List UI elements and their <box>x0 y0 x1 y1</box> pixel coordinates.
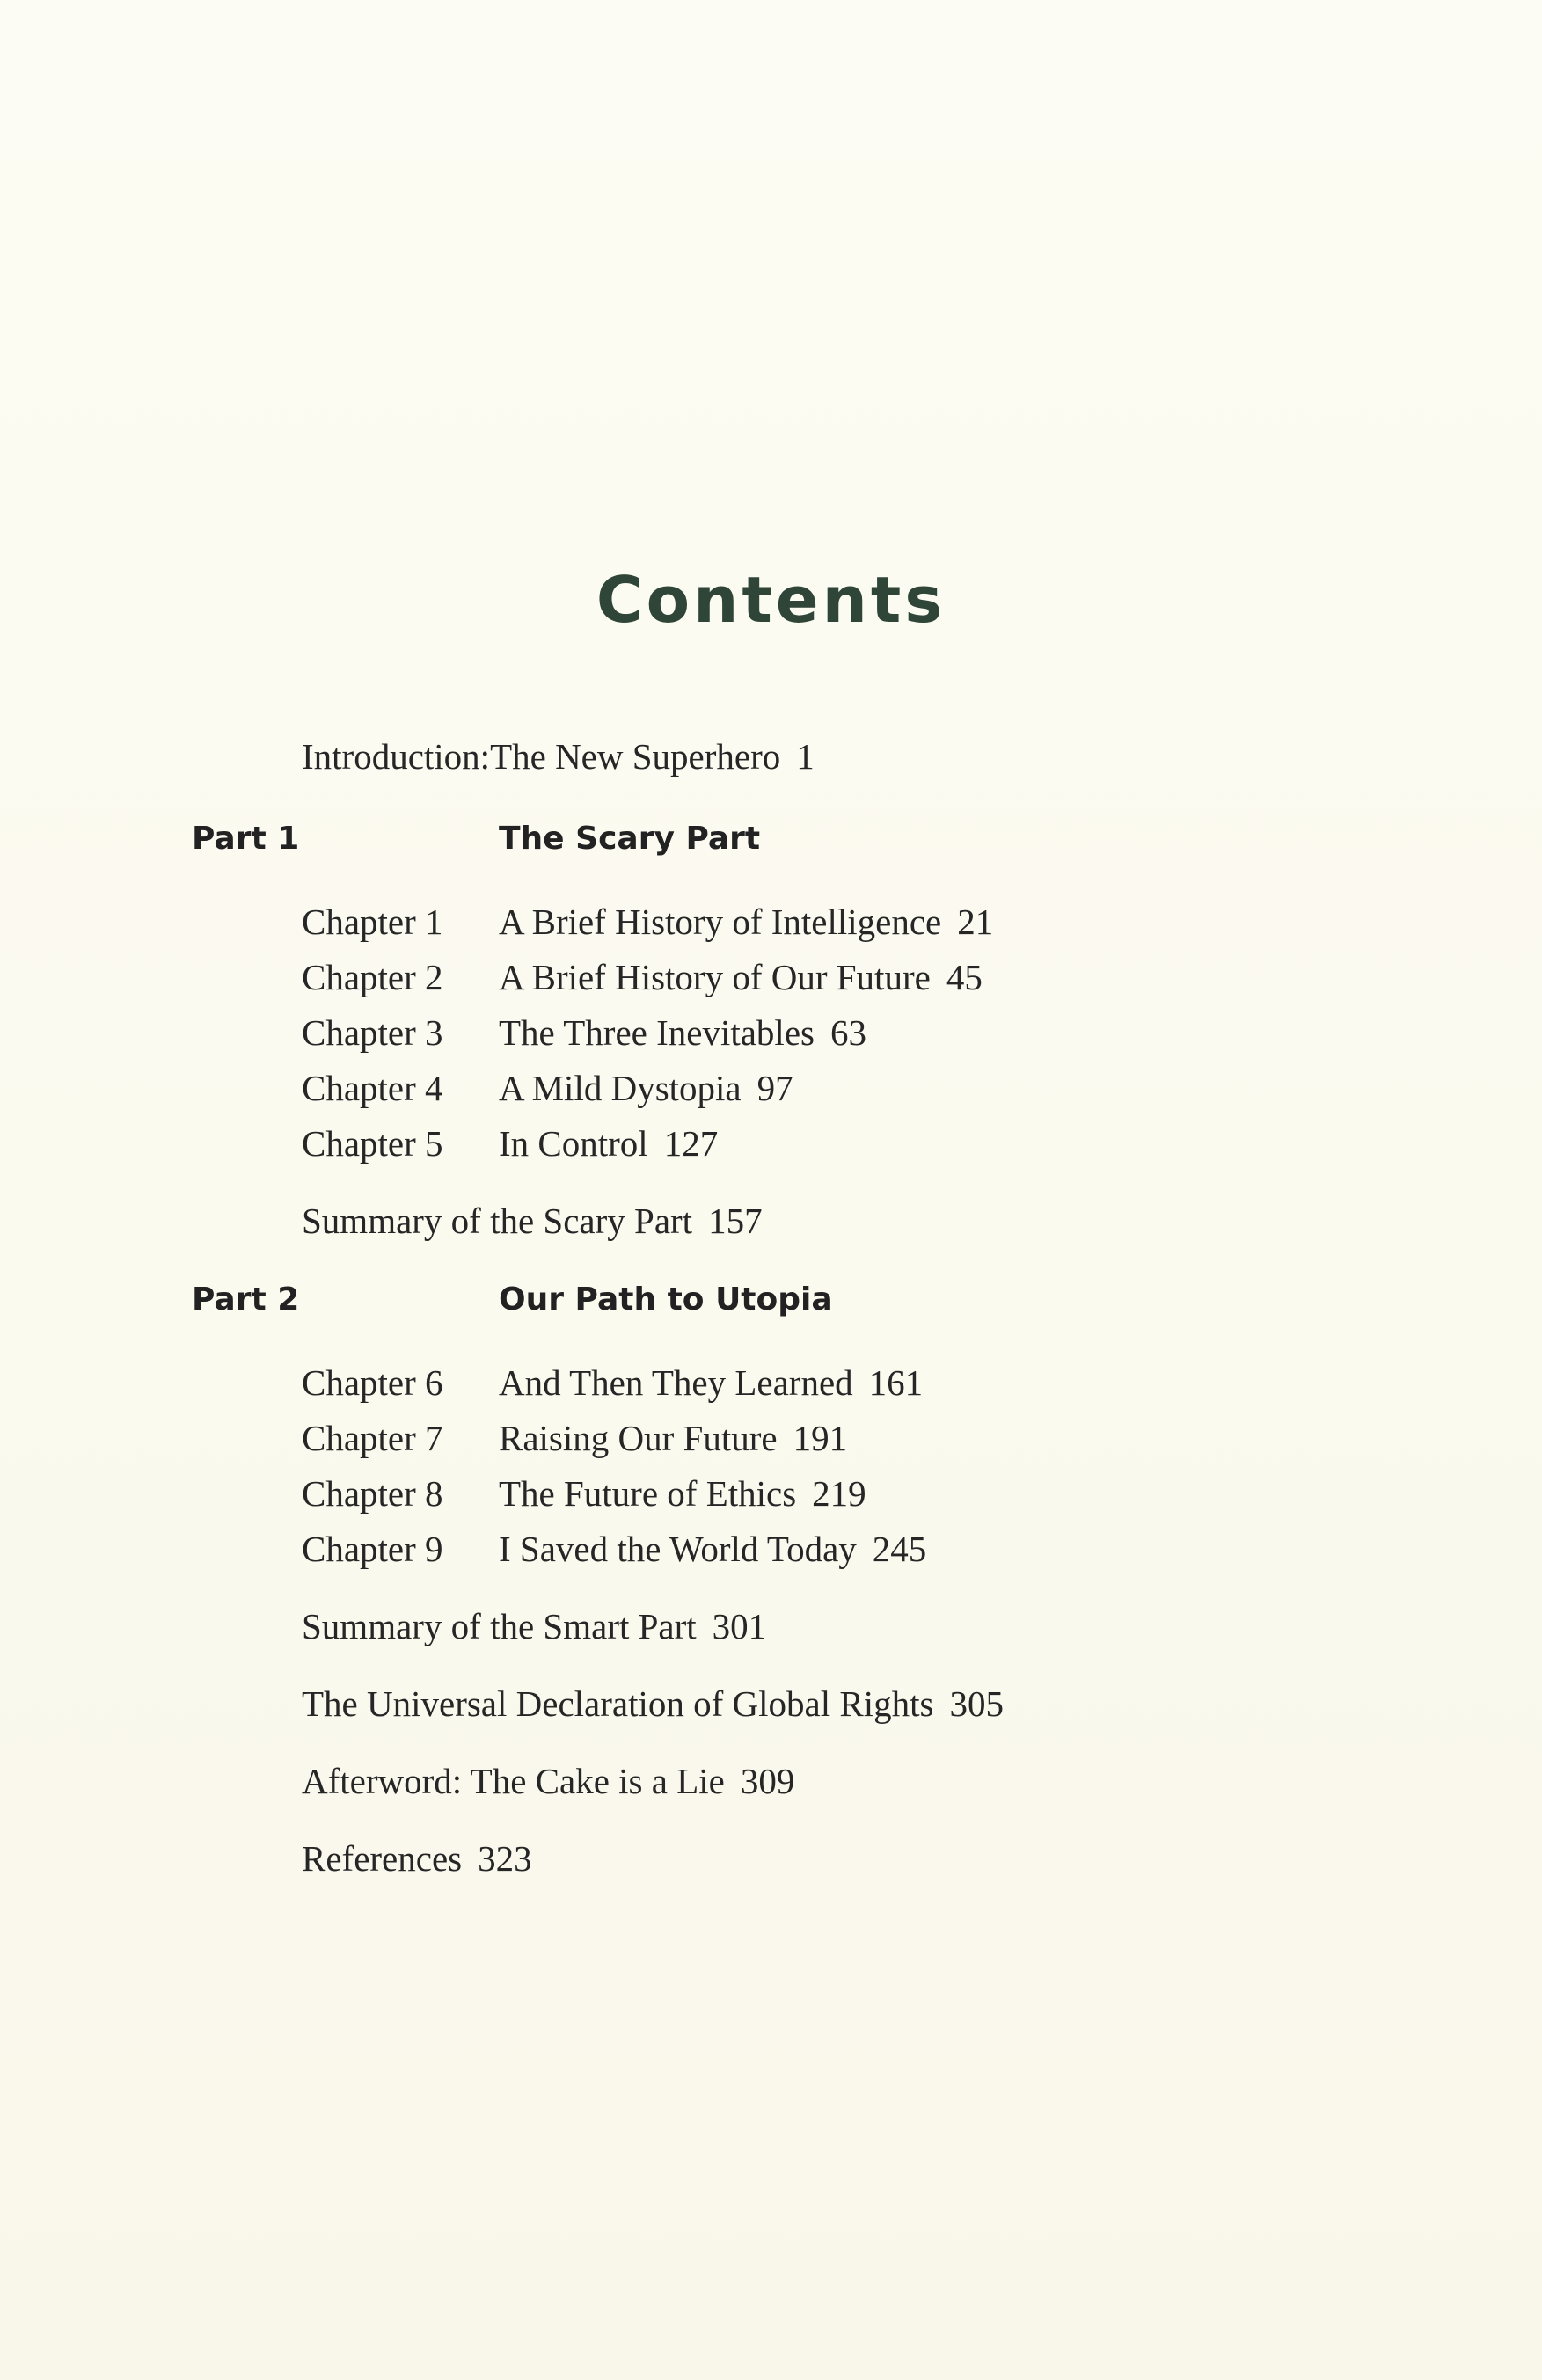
chapter-label: Chapter 6 <box>302 1362 443 1403</box>
back-matter-title: The Universal Declaration of Global Rights <box>302 1683 934 1724</box>
chapter-page-number: 191 <box>793 1418 848 1458</box>
chapter-label: Chapter 8 <box>302 1473 443 1514</box>
summary-title: Summary of the Scary Part <box>302 1201 693 1241</box>
part-1-title: The Scary Part <box>499 821 761 857</box>
chapter-page-number: 219 <box>812 1473 866 1514</box>
chapter-title: A Mild Dystopia <box>499 1068 742 1108</box>
toc-entry-summary-part-2 <box>302 1605 766 1647</box>
chapter-label: Chapter 1 <box>302 902 443 942</box>
introduction-title: The New Superhero <box>490 736 781 777</box>
chapter-page-number: 127 <box>663 1123 719 1164</box>
introduction-label: Introduction: <box>302 736 491 777</box>
chapter-label: Chapter 7 <box>302 1418 443 1458</box>
toc-entry-references <box>302 1837 532 1880</box>
chapter-label: Chapter 5 <box>302 1123 443 1164</box>
chapter-page-number: 21 <box>957 902 994 942</box>
back-matter-title: Afterword: The Cake is a Lie <box>302 1761 725 1801</box>
introduction-page-number: 1 <box>796 736 815 777</box>
chapter-title: The Three Inevitables <box>499 1012 815 1053</box>
summary-title: Summary of the Smart Part <box>302 1606 697 1646</box>
part-2-title: Our Path to Utopia <box>499 1281 833 1318</box>
part-2-label: Part 2 <box>192 1281 300 1318</box>
summary-page-number: 301 <box>712 1606 767 1646</box>
toc-entry-summary-part-1 <box>302 1200 763 1242</box>
chapter-title: A Brief History of Our Future <box>499 957 931 997</box>
chapter-title: I Saved the World Today <box>499 1529 857 1569</box>
page-title: Contents <box>596 563 946 637</box>
chapter-label: Chapter 4 <box>302 1068 443 1108</box>
chapter-title: The Future of Ethics <box>499 1473 797 1514</box>
chapter-title: A Brief History of Intelligence <box>499 902 942 942</box>
chapter-page-number: 45 <box>946 957 983 997</box>
toc-entry-afterword <box>302 1760 794 1802</box>
back-matter-page-number: 305 <box>949 1683 1004 1724</box>
summary-page-number: 157 <box>708 1201 763 1241</box>
chapter-page-number: 63 <box>829 1012 866 1053</box>
toc-entry-declaration <box>302 1683 1004 1725</box>
back-matter-page-number: 309 <box>740 1761 795 1801</box>
toc-entry-introduction <box>302 735 815 778</box>
chapter-title: Raising Our Future <box>499 1418 778 1458</box>
chapter-page-number: 245 <box>872 1529 927 1569</box>
chapter-label: Chapter 2 <box>302 957 443 997</box>
part-1-label: Part 1 <box>192 821 300 857</box>
chapter-label: Chapter 9 <box>302 1529 443 1569</box>
back-matter-page-number: 323 <box>478 1838 532 1879</box>
chapter-label: Chapter 3 <box>302 1012 443 1053</box>
chapter-title: And Then They Learned <box>499 1362 853 1403</box>
back-matter-title: References <box>302 1838 463 1879</box>
chapter-page-number: 97 <box>756 1068 793 1108</box>
chapter-page-number: 161 <box>868 1362 924 1403</box>
chapter-title: In Control <box>499 1123 648 1164</box>
